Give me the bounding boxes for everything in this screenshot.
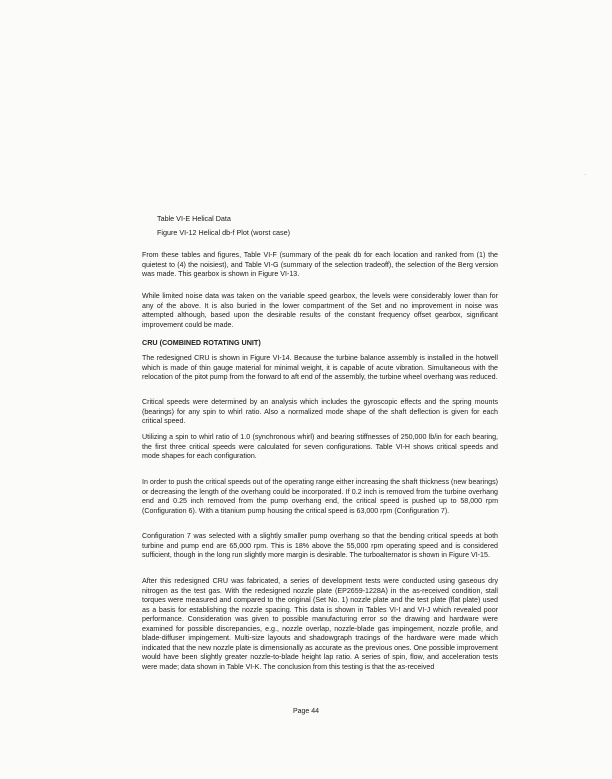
table-reference: Table VI-E Helical Data xyxy=(157,214,231,223)
section-heading: CRU (COMBINED ROTATING UNIT) xyxy=(142,338,261,347)
paragraph-1: From these tables and figures, Table VI-F (summary of the peak db for each location and ranked from (1) the quietest to (4) the noisiest), and Table VI-G (summary of the selection tradeoff), the selection of the Berg version was made. This gearbox is shown in Figure VI-13. xyxy=(142,251,498,279)
paragraph-5: Utilizing a spin to whirl ratio of 1.0 (synchronous whirl) and bearing stiffnesses of 250,000 lb/in for each bearing, the first three critical speeds were calculated for seven configurations. Table VI-H shows critical speeds and mode shapes for each configuration. xyxy=(142,433,498,461)
page-number: Page 44 xyxy=(292,708,320,715)
paragraph-8: After this redesigned CRU was fabricated, a series of development tests were conducted using gaseous dry nitrogen as the test gas. With the redesigned nozzle plate (EP2659-1228A) in the as-received condition, stall torques were measured and compared to the original (Set No. 1) nozzle plate and the test plate (flat plate) used as a basis for establishing the nozzle spacing. This data is shown in Tables VI-I and VI-J which revealed poor performance. Consideration was given to possible manufacturing error so the drawing and hardware were examined for possible discrepancies, e.g., nozzle overlap, nozzle-blade gas impingement, nozzle profile, and blade-diffuser impingement. Multi-size layouts and shadowgraph tracings of the hardware were made which indicated that the new nozzle plate is dimensionally as accurate as the previous ones. One possible improvement would have been slightly greater nozzle-to-blade height lap ratio. A series of spin, flow, and acceleration tests were made; data shown in Table VI-K. The conclusion from this testing is that the as-received xyxy=(142,577,498,671)
paragraph-3: The redesigned CRU is shown in Figure VI-14. Because the turbine balance assembly is installed in the hotwell which is made of thin gauge material for minimal weight, it is capable of acute vibration. Simultaneous with the relocation of the pitot pump from the forward to aft end of the assembly, the turbine wheel overhang was reduced. xyxy=(142,354,498,382)
edge-mark: · xyxy=(584,172,586,178)
figure-reference: Figure VI-12 Helical db-f Plot (worst case) xyxy=(157,228,291,237)
paragraph-6: In order to push the critical speeds out of the operating range either increasing the shaft thickness (new bearings) or decreasing the length of the overhang could be incorporated. If 0.2 inch is removed from the turbine overhang end and 0.25 inch removed from the pump overhang end, the critical speed is pushed up to 58,000 rpm (Configuration 6). With a titanium pump housing the critical speed is 63,000 rpm (Configuration 7). xyxy=(142,478,498,515)
paragraph-4: Critical speeds were determined by an analysis which includes the gyroscopic effects and the spring mounts (bearings) for any spin to whirl ratio. Also a normalized mode shape of the shaft deflection is given for each critical speed. xyxy=(142,398,498,426)
paragraph-7: Configuration 7 was selected with a slightly smaller pump overhang so that the bending critical speeds at both turbine and pump end are 65,000 rpm. This is 18% above the 55,000 rpm operating speed and is considered sufficient, though in the long run slightly more margin is desirable. The turboalternator is shown in Figure VI-15. xyxy=(142,532,498,560)
paragraph-2: While limited noise data was taken on the variable speed gearbox, the levels were considerably lower than for any of the above. It is also buried in the lower compartment of the Set and no improvement in noise was attempted although, based upon the desirable results of the constant frequency offset gearbox, significant improvement could be made. xyxy=(142,292,498,329)
